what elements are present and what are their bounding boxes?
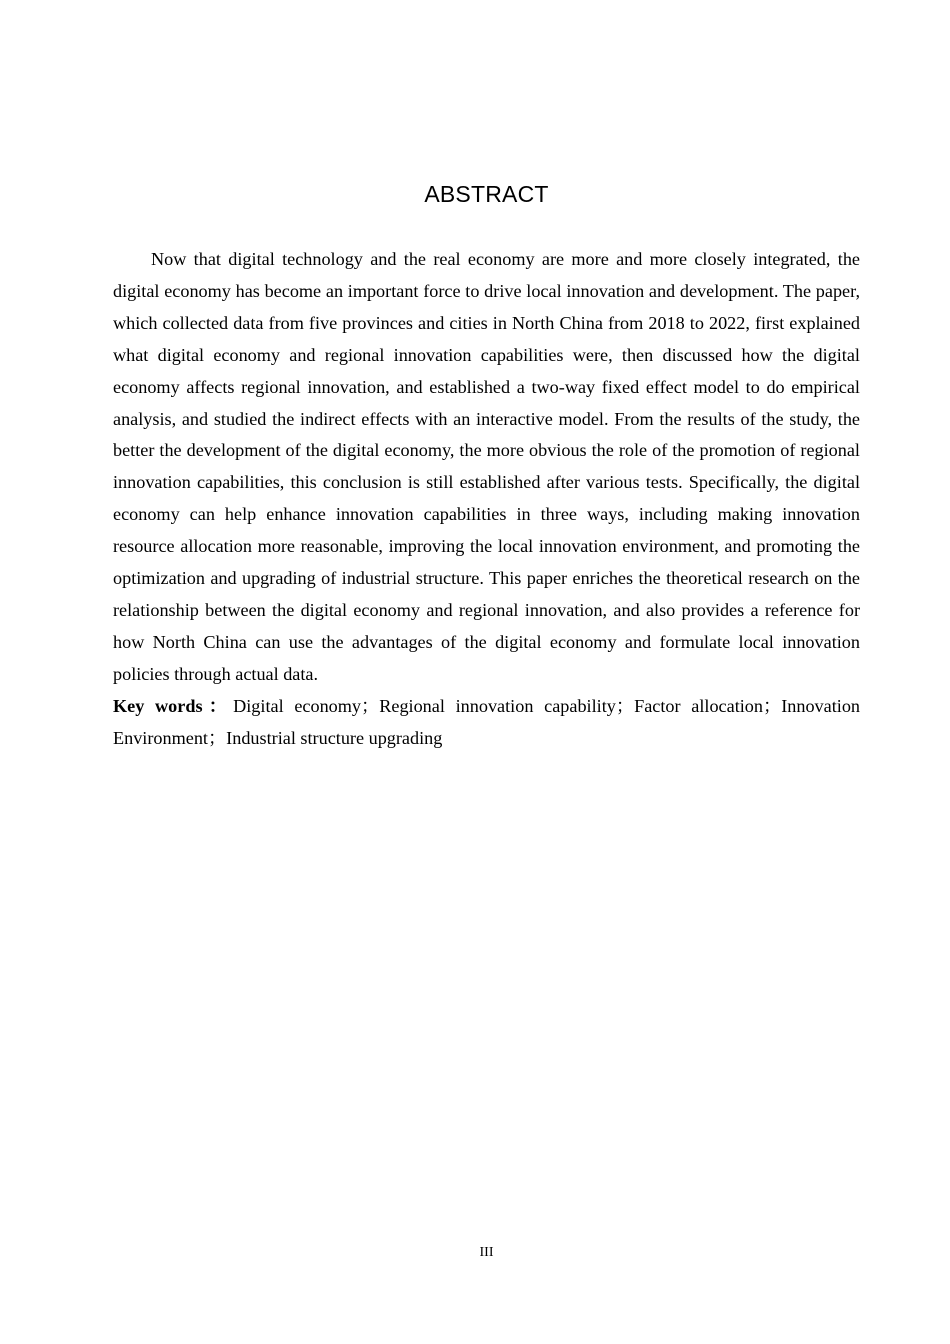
keyword-item: Regional innovation capability (379, 695, 616, 716)
abstract-title: ABSTRACT (424, 181, 549, 207)
abstract-content (113, 244, 860, 755)
keywords-label: Key words： (113, 695, 234, 716)
keyword-separator: ； (207, 727, 227, 748)
keyword-item: Industrial structure upgrading (226, 727, 443, 748)
page-number: III (479, 1245, 494, 1260)
keyword-item: Digital economy (233, 695, 362, 716)
keyword-item: Factor allocation (634, 695, 763, 716)
keywords-line (113, 691, 860, 755)
keyword-item: Innovation Environment (113, 695, 861, 748)
keyword-separator: ； (615, 695, 635, 716)
keyword-separator: ； (361, 695, 380, 716)
abstract-body: Now that digital technology and the real economy are more and more closely integrated, the digital economy has become an important force to drive local innovation and development. The paper, which collected data from five provinces and cities in North China from 2018 to 2022, first explained what digital economy and regional innovation capabilities were, then discussed how the digital economy affects regional innovation, and established a two-way fixed effect model to do empirical analysis, and studied the indirect effects with an interactive model. From the results of the study, the better the development of the digital economy, the more obvious the role of the promotion of regional innovation capabilities, this conclusion is still established after various tests. Specifically, the digital economy can help enhance innovation capabilities in three ways, including making innovation resource allocation more reasonable, improving the local innovation environment, and promoting the optimization and upgrading of industrial structure. This paper enriches the theoretical research on the relationship between the digital economy and regional innovation, and also provides a reference for how North China can use the advantages of the digital economy and formulate local innovation policies through actual data. (113, 249, 860, 684)
keyword-separator: ； (763, 695, 782, 716)
